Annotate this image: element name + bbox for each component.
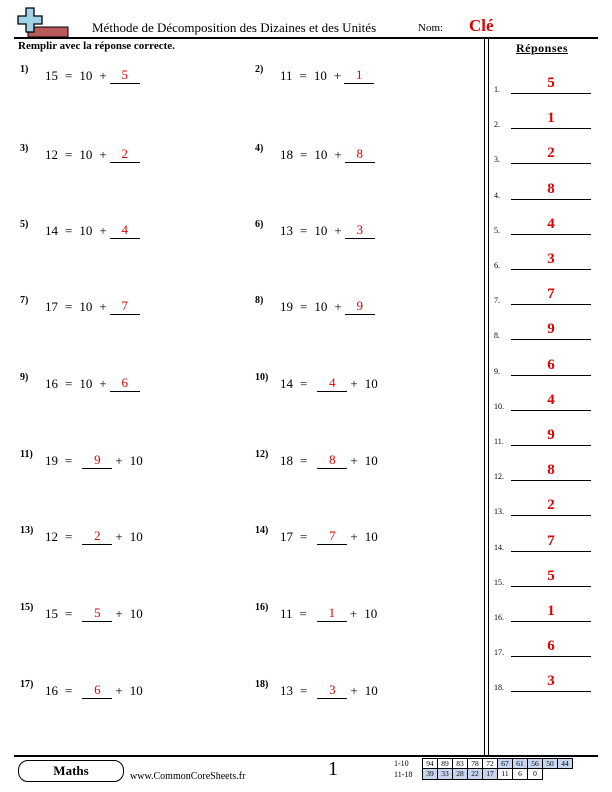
tens-value: 10 [314, 223, 328, 238]
score-cell: 22 [468, 769, 483, 780]
tens-value: 10 [79, 299, 93, 314]
left-number: 13 [280, 223, 293, 238]
problem-number: 16) [255, 602, 269, 613]
tens-value: 10 [313, 68, 327, 83]
left-number: 12 [45, 147, 58, 162]
tens-value: 10 [364, 683, 378, 698]
answer-key-line [511, 551, 591, 552]
answer-key-value: 2 [547, 497, 555, 514]
plus-sign: + [334, 223, 342, 238]
column-divider [484, 37, 485, 755]
answer-key-item [494, 215, 602, 235]
tens-value: 10 [79, 223, 93, 238]
answer-blank[interactable]: 2 [82, 528, 112, 545]
answer-key-line [511, 199, 591, 200]
equals-sign: = [300, 299, 308, 314]
answer-key-value: 6 [547, 638, 555, 655]
score-row-label: 1-10 [394, 759, 409, 768]
answer-key-line [511, 480, 591, 481]
left-number: 19 [45, 453, 58, 468]
header-rule [14, 37, 598, 39]
equation [45, 298, 143, 315]
equation [45, 528, 143, 545]
answer-key-item [494, 320, 602, 340]
answer-key-value: 1 [547, 110, 555, 127]
answer-key-line [511, 515, 591, 516]
equation [45, 605, 143, 622]
answer-key-number: 5. [494, 225, 500, 235]
answer-key-number: 1. [494, 85, 500, 94]
tens-value: 10 [79, 68, 93, 83]
score-cell: 11 [498, 769, 513, 780]
score-row [394, 758, 573, 769]
answer-key-number: 3. [494, 155, 500, 165]
plus-sign: + [99, 68, 107, 83]
answer-blank[interactable]: 6 [110, 375, 140, 392]
equation [45, 67, 143, 84]
left-number: 17 [280, 529, 293, 544]
equation [45, 375, 143, 392]
score-cell: 89 [438, 758, 453, 769]
left-number: 12 [45, 529, 58, 544]
answer-key-value: 6 [547, 356, 555, 373]
answer-key-line [511, 304, 591, 305]
tens-value: 10 [79, 376, 93, 391]
answer-key-number: 14. [494, 542, 504, 552]
equals-sign: = [300, 683, 308, 698]
problem-number: 4) [255, 143, 264, 154]
score-cell: 0 [528, 769, 543, 780]
plus-sign: + [350, 683, 358, 698]
equation [45, 222, 143, 239]
answer-key-item [494, 672, 602, 692]
problem-number: 2) [255, 64, 264, 75]
equals-sign: = [65, 299, 73, 314]
footer-url: www.CommonCoreSheets.fr [130, 771, 246, 782]
left-number: 18 [280, 453, 293, 468]
left-number: 11 [280, 68, 293, 83]
tens-value: 10 [129, 529, 143, 544]
left-number: 11 [280, 606, 293, 621]
problem-number: 14) [255, 525, 269, 536]
answer-key-line [511, 410, 591, 411]
equation [280, 222, 378, 239]
equals-sign: = [300, 529, 308, 544]
answer-key-item [494, 144, 602, 164]
answer-key-value: 7 [547, 532, 555, 549]
answer-key-value: 5 [547, 75, 555, 91]
problem-number: 10) [255, 372, 269, 383]
plus-sign: + [115, 606, 123, 621]
equals-sign: = [300, 453, 308, 468]
answer-key-line [511, 93, 591, 94]
problem-number: 12) [255, 449, 269, 460]
score-cell: 28 [453, 769, 468, 780]
problem-number: 18) [255, 679, 269, 690]
answer-key-item [494, 461, 602, 481]
problem-number: 8) [255, 295, 264, 306]
plus-sign: + [99, 147, 107, 162]
answer-key-number: 2. [494, 120, 500, 130]
score-cell: 78 [468, 758, 483, 769]
tens-value: 10 [79, 147, 93, 162]
left-number: 15 [45, 68, 58, 83]
problem-number: 15) [20, 602, 34, 613]
equation [45, 452, 143, 469]
plus-sign: + [350, 453, 358, 468]
answer-key-line [511, 586, 591, 587]
score-cell: 72 [483, 758, 498, 769]
name-value: Clé [469, 16, 494, 35]
equation [280, 528, 378, 545]
problem-number: 3) [20, 143, 29, 154]
problem-number: 5) [20, 219, 29, 230]
equation [280, 452, 378, 469]
worksheet-title: Méthode de Décomposition des Dizaines et des Unités [92, 20, 377, 35]
left-number: 13 [280, 683, 293, 698]
score-cell: 83 [453, 758, 468, 769]
answer-key-item [494, 356, 602, 376]
answer-key-line [511, 621, 591, 622]
answer-blank[interactable]: 1 [317, 605, 347, 622]
answer-blank[interactable]: 8 [345, 146, 375, 163]
score-cell: 6 [513, 769, 528, 780]
instructions: Remplir avec la réponse correcte. [18, 40, 175, 52]
left-number: 18 [280, 147, 293, 162]
equals-sign: = [65, 529, 73, 544]
equals-sign: = [65, 683, 73, 698]
answer-key-value: 8 [547, 462, 555, 479]
answer-key-line [511, 128, 591, 129]
score-row [394, 769, 573, 780]
answer-blank[interactable]: 1 [344, 67, 374, 84]
score-row-label: 11-18 [394, 770, 413, 779]
equation [280, 682, 378, 699]
answer-key-line [511, 269, 591, 270]
answer-key-number: 9. [494, 366, 500, 376]
answer-key-line [511, 445, 591, 446]
problem-number: 6) [255, 219, 264, 230]
score-cell: 67 [498, 758, 513, 769]
answer-key-number: 11. [494, 437, 504, 446]
tens-value: 10 [129, 453, 143, 468]
answers-title: Réponses [516, 41, 569, 55]
score-grid [394, 758, 573, 780]
equals-sign: = [299, 606, 307, 621]
plus-sign: + [99, 376, 107, 391]
equals-sign: = [65, 68, 73, 83]
answer-blank[interactable]: 6 [82, 682, 112, 699]
problem-number: 17) [20, 679, 34, 690]
score-cell: 33 [438, 769, 453, 780]
answer-blank[interactable]: 5 [82, 605, 112, 622]
tens-value: 10 [364, 376, 378, 391]
problem-number: 9) [20, 372, 29, 383]
equals-sign: = [299, 68, 307, 83]
score-cell: 50 [543, 758, 558, 769]
equation [280, 375, 378, 392]
answer-key-value: 8 [547, 180, 555, 197]
problem-number: 1) [20, 64, 29, 75]
score-cell: 61 [513, 758, 528, 769]
answer-key-value: 5 [547, 567, 555, 584]
answer-key-value: 4 [547, 391, 555, 408]
answer-key-item [494, 285, 602, 305]
answer-blank[interactable]: 4 [110, 222, 140, 239]
tens-value: 10 [364, 529, 378, 544]
score-cell: 39 [422, 769, 438, 780]
tens-value: 10 [364, 606, 378, 621]
answer-key-line [511, 339, 591, 340]
answer-key-value: 7 [547, 286, 555, 303]
answer-key-line [511, 656, 591, 657]
plus-sign: + [99, 299, 107, 314]
answer-key-item [494, 180, 602, 200]
equation [45, 682, 143, 699]
answer-key-value: 9 [547, 321, 555, 338]
answer-key-item [494, 391, 602, 411]
equation [280, 67, 377, 84]
plus-sign: + [334, 299, 342, 314]
score-cell: 17 [483, 769, 498, 780]
equation [45, 146, 143, 163]
equation [280, 298, 378, 315]
plus-sign: + [115, 453, 123, 468]
plus-sign: + [333, 68, 342, 83]
score-cell: 56 [528, 758, 543, 769]
answer-key-item [494, 602, 602, 622]
answer-key-item [494, 426, 602, 446]
answer-blank[interactable]: 7 [317, 528, 347, 545]
tens-value: 10 [129, 683, 143, 698]
problem-number: 11) [20, 449, 33, 460]
left-number: 19 [280, 299, 293, 314]
problem-number: 7) [20, 295, 29, 306]
tens-value: 10 [129, 606, 143, 621]
left-number: 16 [45, 683, 58, 698]
equals-sign: = [300, 223, 308, 238]
equals-sign: = [65, 606, 73, 621]
answer-blank[interactable]: 8 [317, 452, 347, 469]
answer-key-item [494, 250, 602, 270]
answer-key-line [511, 163, 591, 164]
answer-key-item [494, 637, 602, 657]
answer-key-number: 4. [494, 190, 500, 200]
plus-sign: + [350, 529, 358, 544]
equals-sign: = [300, 147, 308, 162]
answer-key-item [494, 74, 602, 94]
tens-value: 10 [314, 299, 328, 314]
answer-key-number: 17. [494, 648, 504, 658]
plus-sign: + [115, 529, 123, 544]
plus-sign: + [334, 147, 342, 162]
answer-key-number: 6. [494, 261, 500, 270]
left-number: 14 [45, 223, 58, 238]
answer-key-number: 8. [494, 331, 500, 341]
answer-key-number: 10. [494, 401, 504, 411]
equals-sign: = [65, 147, 73, 162]
answer-blank[interactable]: 4 [317, 375, 347, 392]
equation [280, 605, 377, 622]
subject-badge: Maths [18, 760, 124, 782]
footer-rule [14, 755, 598, 757]
answer-blank[interactable]: 2 [110, 146, 140, 163]
column-divider [488, 37, 489, 755]
answer-blank[interactable]: 3 [345, 222, 375, 239]
answer-key-value: 2 [547, 145, 555, 162]
score-cell: 94 [422, 758, 438, 769]
answer-key-value: 3 [547, 673, 555, 690]
answer-key-number: 16. [494, 613, 504, 622]
left-number: 15 [45, 606, 58, 621]
answer-key-line [511, 234, 591, 235]
answer-key-value: 3 [547, 251, 555, 267]
answer-key-number: 15. [494, 577, 504, 587]
answer-key-value: 1 [547, 603, 555, 619]
answer-key-line [511, 375, 591, 376]
left-number: 14 [280, 376, 293, 391]
equals-sign: = [65, 453, 73, 468]
answer-blank[interactable]: 7 [110, 298, 140, 315]
score-cell: 44 [558, 758, 573, 769]
answer-key-item [494, 109, 602, 129]
problem-number: 13) [20, 525, 34, 536]
name-label: Nom: [418, 22, 444, 34]
answer-key-number: 12. [494, 472, 504, 482]
plus-sign: + [349, 606, 358, 621]
answer-blank[interactable]: 3 [317, 682, 347, 699]
left-number: 16 [45, 376, 58, 391]
equation [280, 146, 378, 163]
answer-key-item [494, 532, 602, 552]
answer-key-item [494, 567, 602, 587]
answer-key-number: 7. [494, 296, 500, 306]
answer-key-number: 18. [494, 683, 504, 693]
tens-value: 10 [314, 147, 328, 162]
equals-sign: = [300, 376, 308, 391]
page-number: 1 [328, 758, 338, 780]
answer-key-item [494, 496, 602, 516]
answer-key-value: 9 [547, 427, 555, 443]
answer-blank[interactable]: 5 [110, 67, 140, 84]
tens-value: 10 [364, 453, 378, 468]
answer-key-value: 4 [547, 215, 555, 232]
answer-blank[interactable]: 9 [345, 298, 375, 315]
equals-sign: = [65, 376, 73, 391]
left-number: 17 [45, 299, 58, 314]
plus-logo-icon [14, 6, 70, 38]
plus-sign: + [350, 376, 358, 391]
answer-key-number: 13. [494, 507, 504, 517]
answer-blank[interactable]: 9 [82, 452, 112, 469]
plus-sign: + [115, 683, 123, 698]
plus-sign: + [99, 223, 107, 238]
equals-sign: = [65, 223, 73, 238]
answer-key-line [511, 691, 591, 692]
